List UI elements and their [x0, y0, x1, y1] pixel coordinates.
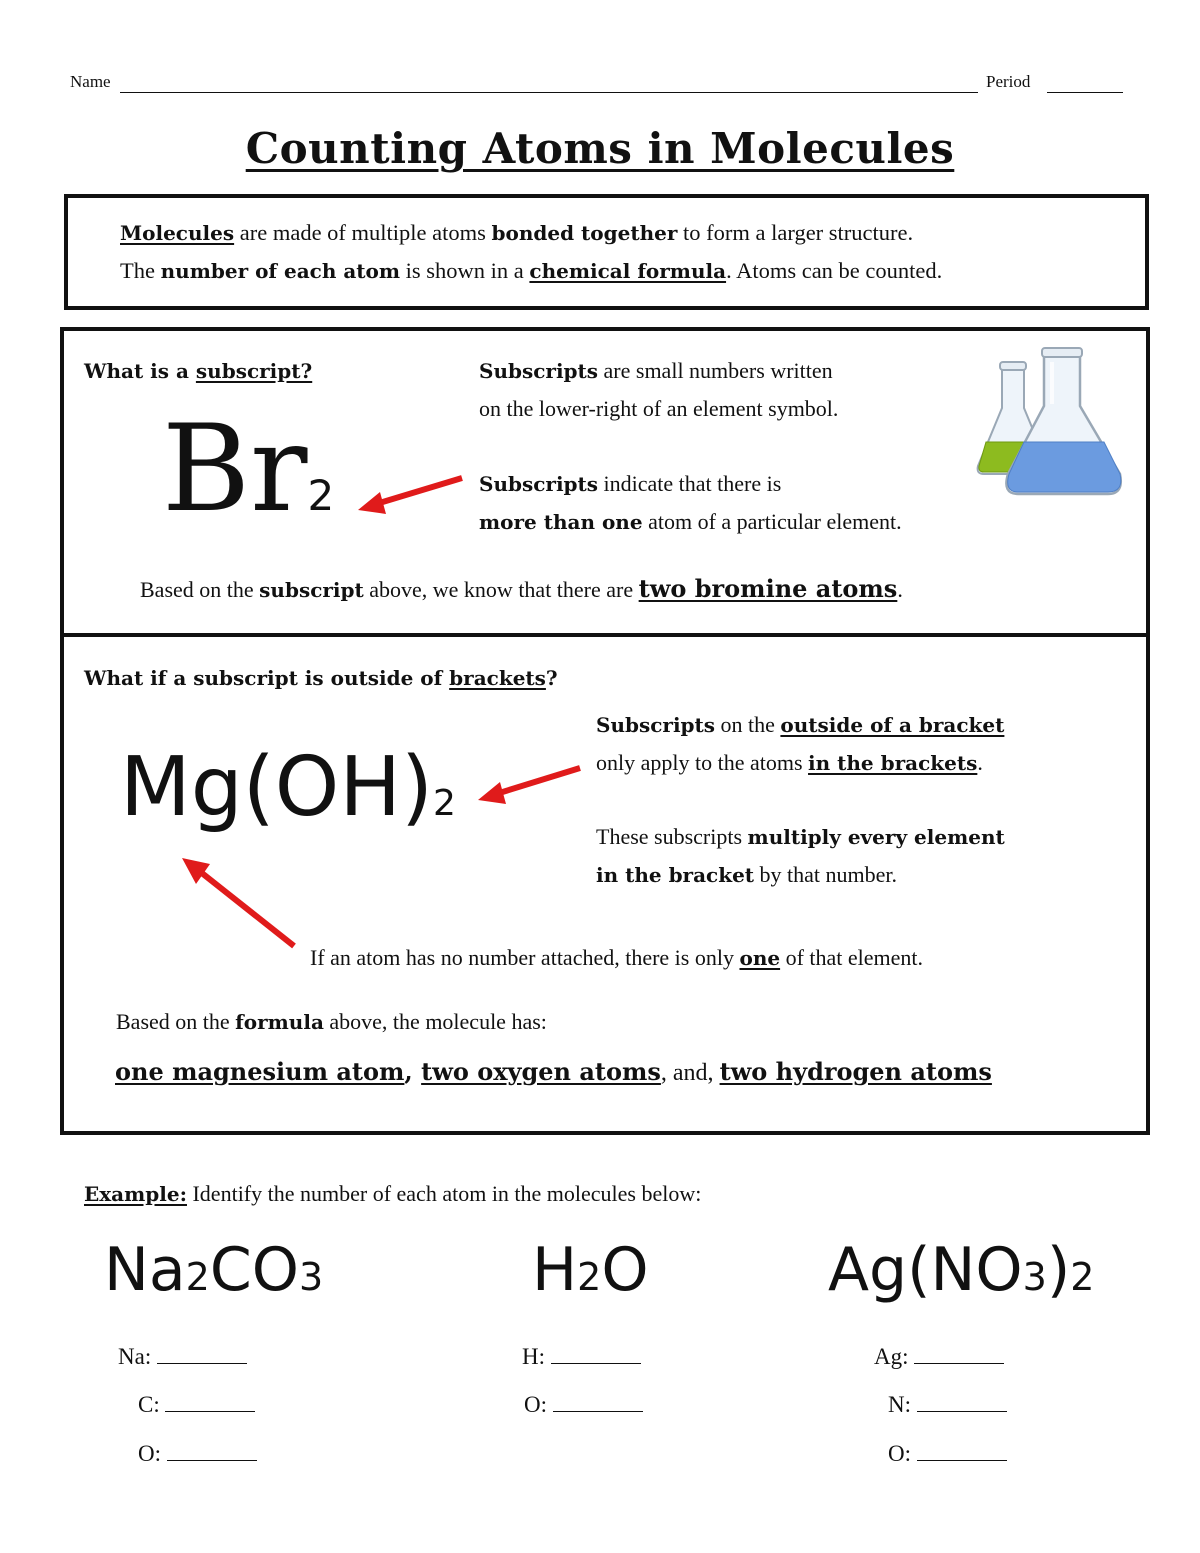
molecule-summary: one magnesium atom, two oxygen atoms, and, two hydrogen atoms	[115, 1057, 992, 1086]
formula-na2co3: Na2CO3	[104, 1235, 324, 1305]
answer-o-2[interactable]: O:	[524, 1392, 643, 1418]
example-instruction: Example: Identify the number of each atom in the molecules below:	[84, 1181, 702, 1206]
flasks-icon	[972, 346, 1127, 501]
formula-h2o: H2O	[532, 1235, 649, 1305]
subscript-definition: Subscripts are small numbers written on the lower-right of an element symbol.	[479, 358, 839, 421]
formula-agno32: Ag(NO3)2	[828, 1235, 1095, 1305]
arrow-no-number	[176, 852, 300, 952]
bracket-definition: Subscripts on the outside of a bracket only apply to the atoms in the brackets.	[596, 712, 1005, 775]
answer-o-1[interactable]: O:	[138, 1441, 257, 1467]
section-divider	[60, 633, 1150, 637]
name-field[interactable]	[120, 92, 978, 93]
period-field[interactable]	[1047, 92, 1123, 93]
answer-o-3[interactable]: O:	[888, 1441, 1007, 1467]
answer-na[interactable]: Na:	[118, 1344, 247, 1370]
answer-h[interactable]: H:	[522, 1344, 641, 1370]
subscript-question: What is a subscript?	[84, 359, 313, 383]
brackets-question: What if a subscript is outside of brackets?	[84, 666, 558, 690]
no-number-note: If an atom has no number attached, there is only one of that element.	[310, 945, 924, 970]
answer-ag[interactable]: Ag:	[874, 1344, 1004, 1370]
term-molecules: Molecules	[120, 221, 235, 245]
br2-formula: Br2	[162, 400, 335, 539]
intro-box	[64, 194, 1149, 310]
intro-line-2: The number of each atom is shown in a chemical formula. Atoms can be counted.	[120, 258, 943, 283]
answer-c[interactable]: C:	[138, 1392, 255, 1418]
page-title: Counting Atoms in Molecules	[245, 124, 955, 173]
answer-n[interactable]: N:	[888, 1392, 1007, 1418]
arrow-br2	[350, 470, 470, 520]
arrow-mgoh2	[470, 762, 588, 808]
period-label: Period	[986, 72, 1031, 91]
formula-conclusion: Based on the formula above, the molecule has:	[116, 1009, 547, 1034]
intro-text	[120, 214, 1120, 290]
subscript-meaning: Subscripts indicate that there is more than one atom of a particular element.	[479, 471, 902, 534]
intro-line-1: Molecules are made of multiple atoms bonded together to form a larger structure.	[120, 220, 914, 245]
bromine-conclusion: Based on the subscript above, we know that there are two bromine atoms.	[140, 574, 903, 603]
mgoh2-formula: Mg(OH)2	[120, 740, 456, 835]
term-chemical-formula: chemical formula	[529, 259, 727, 283]
name-label: Name	[70, 72, 111, 91]
bracket-multiply: These subscripts multiply every element in the bracket by that number.	[596, 824, 1005, 887]
